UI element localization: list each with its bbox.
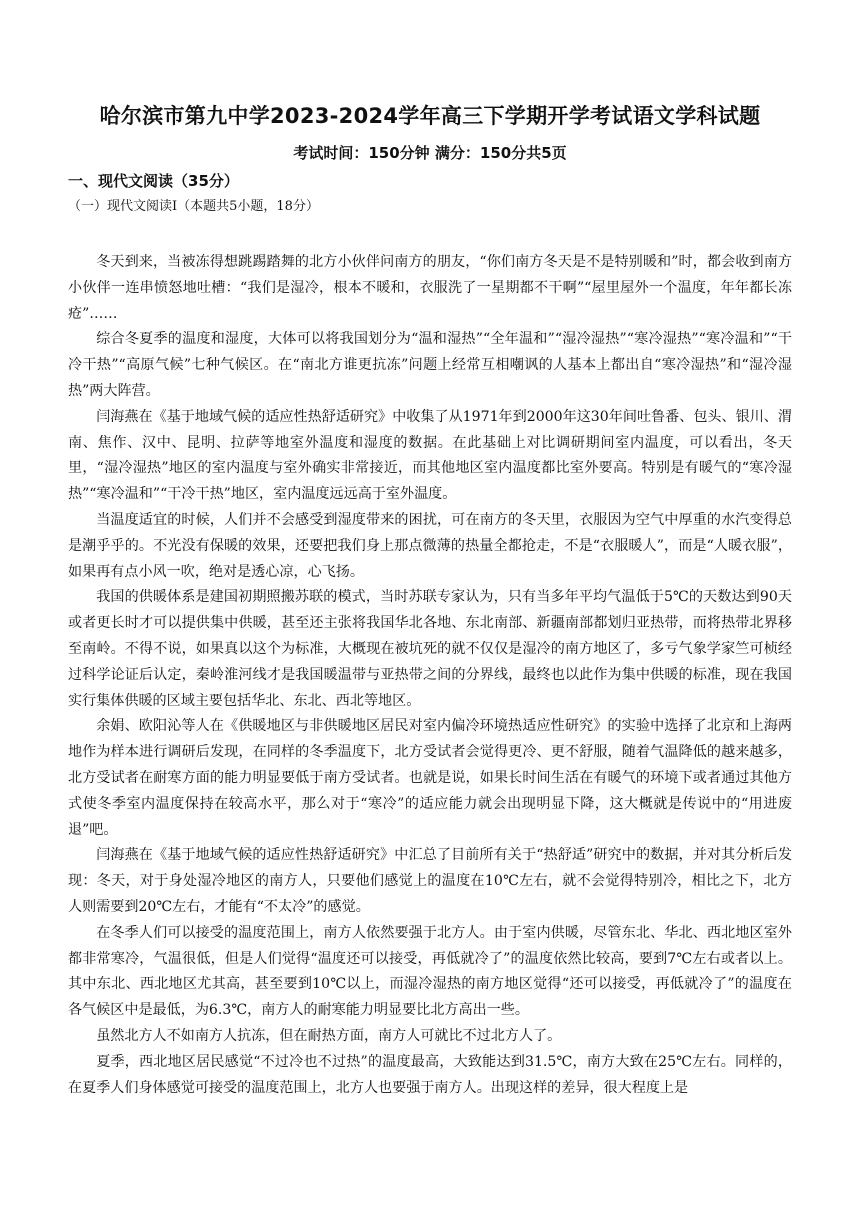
paragraph-2: 综合冬夏季的温度和湿度，大体可以将我国划分为“温和湿热”“全年温和”“湿冷湿热”“寒冷湿热”“寒冷温和”“干冷干热”“高原气候”七种气候区。在“南北方谁更抗冻”问题上经常互相嘲讽的人基本上都出自“寒冷湿热”和“湿冷湿热”两大阵营。 [68, 331, 792, 399]
paragraph-4: 当温度适宜的时候，人们并不会感受到湿度带来的困扰，可在南方的冬天里，衣服因为空气中厚重的水汽变得总是潮乎乎的。不光没有保暖的效果，还要把我们身上那点微薄的热量全都抢走，不是“衣服暖人”，而是“人暖衣服”，如果再有点小风一吹，绝对是透心凉，心飞扬。 [68, 511, 792, 580]
exam-info: 考试时间：150分钟 满分：150分共5页 [293, 144, 567, 162]
paragraph-9: 虽然北方人不如南方人抗冻，但在耐热方面，南方人可就比不过北方人了。 [96, 1027, 562, 1044]
paragraph-10: 夏季，西北地区居民感觉“不过冷也不过热”的温度最高，大致能达到31.5℃，南方大致在25℃左右。同样的，在夏季人们身体感觉可接受的温度范围上，北方人也要强于南方人。出现这样的差异，很大程度上是 [68, 1053, 792, 1096]
paragraph-1: 冬天到来，当被冻得想跳踢踏舞的北方小伙伴问南方的朋友，“你们南方冬天是不是特别暖和”时，都会收到南方小伙伴一连串愤怒地吐槽：“我们是湿冷，根本不暖和，衣服洗了一星期都不干啊”“屋里屋外一个温度，年年都长冻疮”…… [68, 254, 792, 322]
paragraph-3: 闫海燕在《基于地域气候的适应性热舒适研究》中收集了从1971年到2000年这30年间吐鲁番、包头、银川、渭南、焦作、汉中、昆明、拉萨等地室外温度和湿度的数据。在此基础上对比调研期间室内温度，可以看出，冬天里，“湿冷湿热”地区的室内温度与室外确实非常接近，而其他地区室内温度都比室外要高。特别是有暖气的“寒冷湿热”“寒冷温和”“干冷干热”地区，室内温度远远高于室外温度。 [68, 408, 792, 503]
paragraph-8: 在冬季人们可以接受的温度范围上，南方人依然要强于北方人。由于室内供暖，尽管东北、华北、西北地区室外都非常寒冷，气温很低，但是人们觉得“温度还可以接受，再低就冷了”的温度依然比较高，要到7℃左右或者以上。其中东北、西北地区尤其高，甚至要到10℃以上，而湿冷湿热的南方地区觉得“还可以接受，再低就冷了”的温度在各气候区中是最低，为6.3℃，南方人的耐寒能力明显要比北方高出一些。 [68, 924, 792, 1019]
paragraph-5: 我国的供暖体系是建国初期照搬苏联的模式，当时苏联专家认为，只有当多年平均气温低于5℃的天数达到90天或者更长时才可以提供集中供暖，甚至还主张将我国华北各地、东北南部、新疆南部都划归亚热带，而将热带北界移至南岭。不得不说，如果真以这个为标准，大概现在被坑死的就不仅仅是湿冷的南方地区了，多亏气象学家竺可桢经过科学论证后认定，秦岭淮河线才是我国暖温带与亚热带之间的分界线，最终也以此作为集中供暖的标准，现在我国实行集体供暖的区域主要包括华北、东北、西北等地区。 [68, 589, 792, 709]
subsection-heading: （一）现代文阅读Ⅰ（本题共5小题，18分） [68, 199, 319, 214]
passage-body [68, 250, 792, 1101]
paragraph-7: 闫海燕在《基于地域气候的适应性热舒适研究》中汇总了目前所有关于“热舒适”研究中的数据，并对其分析后发现：冬天，对于身处湿冷地区的南方人，只要他们感觉上的温度在10℃左右，就不会觉得特别冷，相比之下，北方人则需要到20℃左右，才能有“不太冷”的感觉。 [68, 847, 792, 915]
section-heading: 一、现代文阅读（35分） [68, 172, 239, 190]
exam-title: 哈尔滨市第九中学2023-2024学年高三下学期开学考试语文学科试题 [99, 104, 761, 128]
paragraph-6: 余娟、欧阳沁等人在《供暖地区与非供暖地区居民对室内偏冷环境热适应性研究》的实验中选择了北京和上海两地作为样本进行调研后发现，在同样的冬季温度下，北方受试者会觉得更冷、更不舒服，随着气温降低的越来越多，北方受试者在耐寒方面的能力明显要低于南方受试者。也就是说，如果长时间生活在有暖气的环境下或者通过其他方式使冬季室内温度保持在较高水平，那么对于“寒冷”的适应能力就会出现明显下降，这大概就是传说中的“用进废退”吧。 [68, 718, 792, 838]
